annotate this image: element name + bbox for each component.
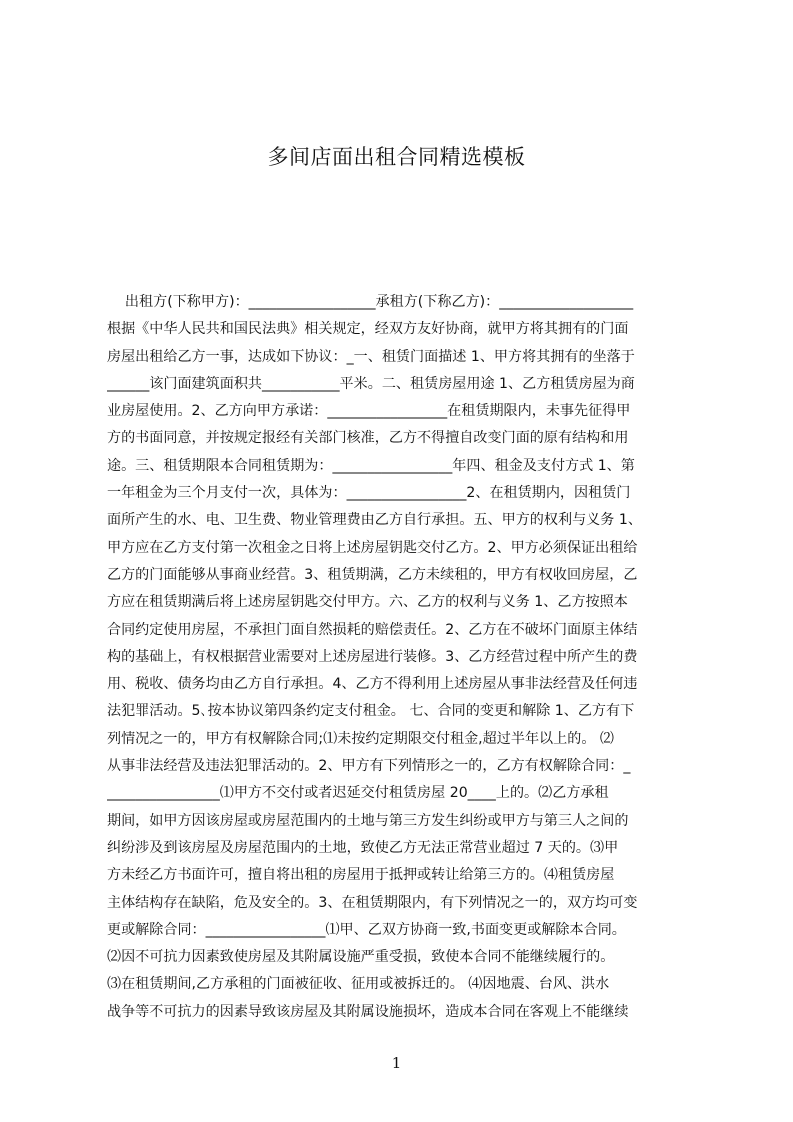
text-line: 主体结构存在缺陷，危及安全的。3、在租赁期限内，有下列情况之一的，双方均可变 <box>107 894 638 911</box>
text-line: 乙方的门面能够从事商业经营。3、租赁期满，乙方未续租的，甲方有权收回房屋，乙 <box>107 566 638 583</box>
text-line: 更或解除合同：_________________⑴甲、乙双方协商一致,书面变更或解除本合同。 <box>107 921 626 938</box>
text-line: 根据《中华人民共和国民法典》相关规定，经双方友好协商，就甲方将其拥有的门面 <box>107 321 629 338</box>
contract-body <box>107 289 697 1026</box>
text-line: ⑵因不可抗力因素致使房屋及其附属设施严重受损，致使本合同不能继续履行的。 <box>107 949 615 966</box>
text-line: 战争等不可抗力的因素导致该房屋及其附属设施损坏，造成本合同在客观上不能继续 <box>107 1003 629 1020</box>
text-line: 纠纷涉及到该房屋及房屋范围内的土地，致使乙方无法正常营业超过 7 天的。⑶甲 <box>107 839 619 856</box>
text-line: 构的基础上，有权根据营业需要对上述房屋进行装修。3、乙方经营过程中所产生的费 <box>107 648 638 665</box>
text-line: 法犯罪活动。5､按本协议第四条约定支付租金。 七、合同的变更和解除 1、乙方有下 <box>107 703 635 720</box>
text-line: 从事非法经营及违法犯罪活动的。2、甲方有下列情形之一的，乙方有权解除合同：_ <box>107 758 631 775</box>
text-line: 方应在租赁期满后将上述房屋钥匙交付甲方。六、乙方的权利与义务 1、乙方按照本 <box>107 594 628 611</box>
text-line: ________________⑴甲方不交付或者迟延交付租赁房屋 20____上的。⑵乙方承租 <box>107 785 609 802</box>
text-line: 合同约定使用房屋，不承担门面自然损耗的赔偿责任。2、乙方在不破坏门面原主体结 <box>107 621 638 638</box>
page-title: 多间店面出租合同精选模板 <box>267 145 526 169</box>
text-line: 房屋出租给乙方一事，达成如下协议：_一、租赁门面描述 1、甲方将其拥有的坐落于 <box>107 348 635 365</box>
text-line: 期间，如甲方因该房屋或房屋范围内的土地与第三方发生纠纷或甲方与第三人之间的 <box>107 812 629 829</box>
text-line: 方未经乙方书面许可，擅自将出租的房屋用于抵押或转让给第三方的。⑷租赁房屋 <box>107 867 615 884</box>
text-line: 一年租金为三个月支付一次，具体为：_________________2、在租赁期内，因租赁门 <box>107 485 631 502</box>
text-line: 业房屋使用。2、乙方向甲方承诺：_________________在租赁期限内，未事先征得甲 <box>107 403 631 420</box>
text-line: 列情况之一的，甲方有权解除合同;⑴未按约定期限交付租金,超过半年以上的。 ⑵ <box>107 730 614 747</box>
text-line: 方的书面同意，并按规定报经有关部门核准，乙方不得擅自改变门面的原有结构和用 <box>107 430 629 447</box>
text-line: 出租方(下称甲方)：__________________承租方(下称乙方)：___________________ <box>107 294 634 310</box>
page-number: 1 <box>391 1054 402 1072</box>
text-line: ______该门面建筑面积共___________平米。二、租赁房屋用途 1、乙方租赁房屋为商 <box>107 375 635 392</box>
text-line: 用、税收、债务均由乙方自行承担。4、乙方不得利用上述房屋从事非法经营及任何违 <box>107 676 638 693</box>
text-line: 甲方应在乙方支付第一次租金之日将上述房屋钥匙交付乙方。2、甲方必须保证出租给 <box>107 539 638 556</box>
text-line: 途。三、租赁期限本合同租赁期为：_________________年四、租金及支付方式 1、第 <box>107 457 635 474</box>
text-line: 面所产生的水、电、卫生费、物业管理费由乙方自行承担。五、甲方的权利与义务 1、 <box>107 512 642 529</box>
text-line: ⑶在租赁期间,乙方承租的门面被征收、征用或被拆迁的。 ⑷因地震、台风、洪水 <box>107 976 610 993</box>
